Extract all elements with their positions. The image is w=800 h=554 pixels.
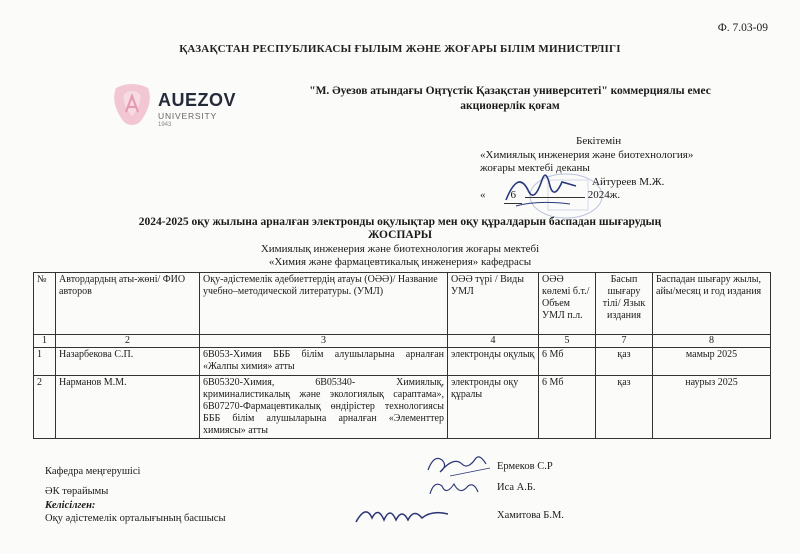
department-block — [0, 243, 800, 268]
header-volume: ОӘӘ көлемі б.т./ Объем УМЛ п.л. — [539, 273, 596, 335]
header-title: Оқу-әдістемелік әдебиеттердің атауы (ОӘӘ)/ Название учебно–методической литературы. (УМЛ) — [200, 273, 448, 335]
row-date: наурыз 2025 — [653, 376, 771, 439]
school-name: Химиялық инженерия және биотехнология жоғары мектебі — [260, 243, 540, 255]
logo-year: 1943 — [158, 122, 172, 128]
column-number: 1 — [34, 335, 56, 348]
row-language: қаз — [596, 348, 653, 376]
approval-date — [480, 189, 740, 204]
signature-head-icon — [420, 450, 500, 478]
plan-title-line: 2024-2025 оқу жылына арналған электронды оқулықтар мен оқу құралдарын баспадан шығарудың — [138, 216, 662, 228]
approver-name: Айтуреев М.Ж. — [592, 175, 665, 188]
agreed-label: Келісілген: — [45, 500, 96, 511]
row-number: 2 — [34, 376, 56, 439]
table-row — [34, 348, 771, 376]
header-language: Басып шығару тілі/ Язык издания — [596, 273, 653, 335]
row-volume: 6 Мб — [539, 376, 596, 439]
column-number-row — [34, 335, 771, 348]
university-logo — [110, 82, 250, 142]
ok-label: ӘК төрайымы — [45, 486, 109, 497]
plan-table — [33, 272, 771, 439]
approval-line2: жоғары мектебі деканы — [480, 162, 590, 174]
column-number: 3 — [200, 335, 448, 348]
center-label: Оқу әдістемелік орталығының басшысы — [45, 513, 226, 524]
signature-center-icon — [352, 500, 462, 530]
header-authors: Автордардың аты-жөні/ ФИО авторов — [56, 273, 200, 335]
table-row — [34, 376, 771, 439]
approval-date-year: 2024ж. — [587, 189, 621, 201]
logo-subtitle: UNIVERSITY — [158, 111, 218, 121]
header-number: № — [34, 273, 56, 335]
column-number: 7 — [596, 335, 653, 348]
header-date: Баспадан шығару жылы, айы/месяц и год издания — [653, 273, 771, 335]
university-name-line2: акционерлік қоғам — [460, 100, 560, 112]
ok-name: Иса А.Б. — [497, 482, 536, 493]
approval-block — [480, 135, 740, 204]
approval-date-quote: « — [480, 189, 486, 201]
column-number: 4 — [448, 335, 539, 348]
plan-subtitle: ЖОСПАРЫ — [367, 229, 433, 241]
logo-name: AUEZOV — [158, 90, 237, 110]
row-language: қаз — [596, 376, 653, 439]
row-type: электронды оқулық — [448, 348, 539, 376]
row-volume: 6 Мб — [539, 348, 596, 376]
ministry-heading: ҚАЗАҚСТАН РЕСПУБЛИКАСЫ ҒЫЛЫМ ЖӘНЕ ЖОҒАРЫ БІЛІМ МИНИСТРЛІГІ — [179, 43, 621, 55]
logo-emblem-icon — [110, 82, 154, 128]
department-name: «Химия және фармацевтикалық инженерия» кафедрасы — [268, 255, 532, 268]
head-label: Кафедра меңгерушісі — [45, 466, 141, 477]
column-number: 2 — [56, 335, 200, 348]
university-name — [300, 84, 720, 114]
row-title: 6В053-Химия БББ білім алушыларына арналған «Жалпы химия» атты — [200, 348, 448, 376]
approval-date-month: 6 — [504, 189, 522, 204]
head-name: Ермеков С.Р — [497, 461, 553, 472]
row-date: мамыр 2025 — [653, 348, 771, 376]
table-header-row — [34, 273, 771, 335]
column-number: 8 — [653, 335, 771, 348]
form-code: Ф. 7.03-09 — [717, 22, 768, 34]
row-number: 1 — [34, 348, 56, 376]
row-author: Назарбекова С.П. — [56, 348, 200, 376]
column-number: 5 — [539, 335, 596, 348]
header-type: ОӘӘ түрі / Виды УМЛ — [448, 273, 539, 335]
plan-title — [0, 216, 800, 242]
row-author: Нарманов М.М. — [56, 376, 200, 439]
university-name-line1: "М. Әуезов атындағы Оңтүстік Қазақстан университеті" коммерциялы емес — [309, 85, 711, 97]
approval-title: Бекітемін — [576, 135, 622, 147]
signature-ok-icon — [424, 476, 484, 502]
row-type: электронды оқу құралы — [448, 376, 539, 439]
approval-line1: «Химиялық инженерия және биотехнология» — [480, 148, 694, 161]
center-name: Хамитова Б.М. — [497, 510, 564, 521]
row-title: 6В05320-Химия, 6В05340- Химиялық, криминалистикалық және экологиялық сараптама», 6В07270-Фармацевтикалық өндірістер технологиясы БББ білім алушыларына арналған «Элементтер химиясы» атты — [200, 376, 448, 439]
